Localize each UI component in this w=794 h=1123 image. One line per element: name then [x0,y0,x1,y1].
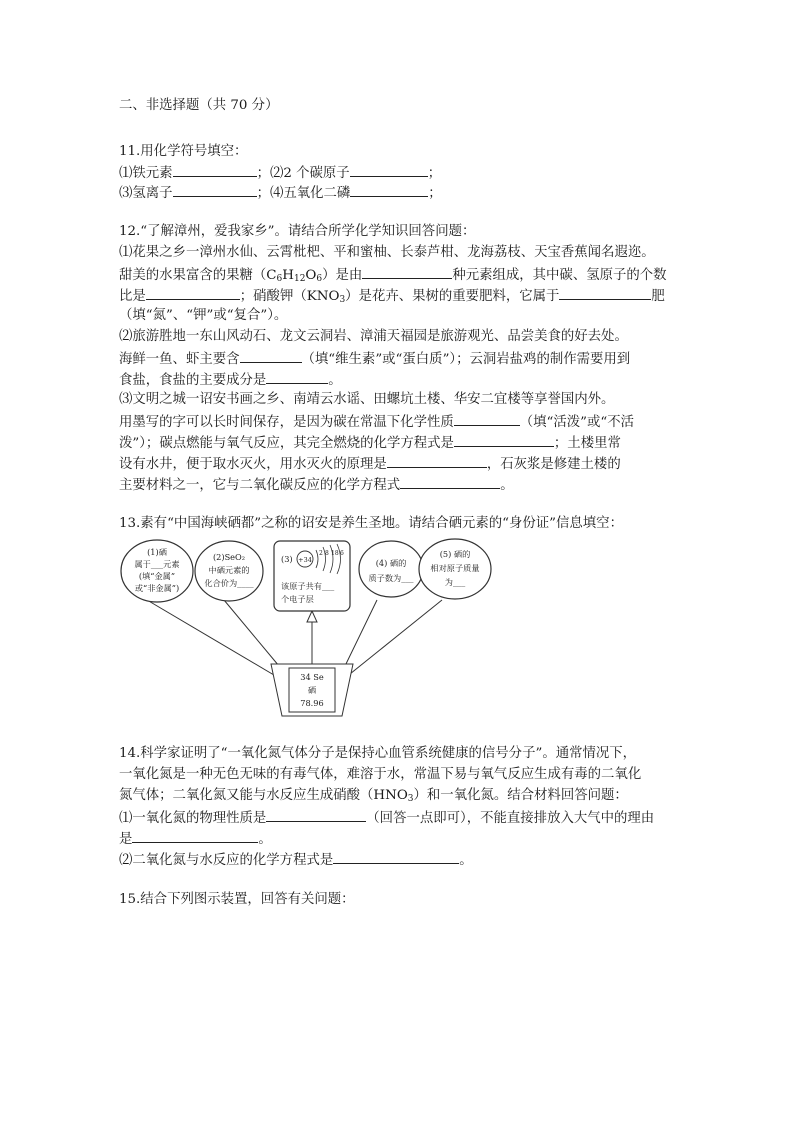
shell-3-electrons: 18 [331,550,339,557]
text: 食盐，食盐的主要成分是 [119,373,267,388]
answer-blank[interactable] [559,285,651,300]
text: ；土楼里常 [553,436,621,451]
shell-2-electrons: 8 [325,550,329,557]
answer-blank[interactable] [387,453,487,468]
q12-p3-l1: ⑶文明之城一诏安书画之乡、南靖云水谣、田螺坑土楼、华安二宜楼等享誉国内外。 [119,392,615,407]
box2-line-1: (2)SeO₂ [212,552,246,562]
text: 海鲜一鱼、虾主要含 [119,352,240,367]
q11-line-2 [119,182,442,202]
answer-blank[interactable] [146,285,240,300]
text: H [282,268,294,283]
text: 比是 [119,289,146,304]
q12-p3-l4 [119,453,621,473]
q12-p3-l5 [119,474,514,494]
text: 。 [328,373,342,388]
subscript: 6 [276,274,283,284]
text: ）和一氧化氮。结合材料回答问题： [413,788,628,803]
text: 用墨写的字可以长时间保存，是因为碳在常温下化学性质 [119,415,454,430]
box3-label: (3) [281,554,293,564]
answer-blank[interactable] [350,182,428,197]
answer-blank[interactable] [362,264,452,279]
box5-line-2: 相对原子质量 [430,563,480,573]
subscript: 3 [407,794,414,804]
answer-blank[interactable] [333,849,459,864]
q12-p1-l2 [119,264,667,284]
text: ，石灰浆是修建土楼的 [486,457,621,472]
info-circle-4 [359,541,423,597]
q12-p3-l3 [119,432,621,452]
shell-1-electrons: 2 [319,550,323,557]
box1-line-2: 属于___元素 [134,559,180,569]
text: 。 [500,478,514,493]
q13-stem: 13.素有“中国海峡硒都”之称的诏安是养生圣地。请结合硒元素的“身份证”信息填空： [119,516,623,531]
q11-stem: 11.用化学符号填空： [119,144,248,159]
q15-stem: 15.结合下列图示装置，回答有关问题： [119,892,355,907]
q11-item-2: ⑵2 个碳原子 [269,166,350,181]
box2-line-2: 中硒元素的 [208,565,250,575]
separator: ； [256,166,270,181]
q11-item-3: ⑶氢离子 [119,186,173,201]
box4-line-2: 质子数为___ [368,573,414,583]
section-title: 二、非选择题（共 70 分） [119,98,279,113]
text: 肥 [651,289,665,304]
subscript: 12 [293,274,306,284]
text: 泼”）；碳点燃能与氧气反应，其完全燃烧的化学方程式是 [119,436,454,451]
q12-stem: 12.“了解漳州，爱我家乡”。请结合所学化学知识回答问题： [119,224,476,239]
q12-p2-l1: ⑵旅游胜地一东山风动石、龙文云洞岩、漳浦天福园是旅游观光、品尝美食的好去处。 [119,329,628,344]
connector-line [224,600,279,666]
connector-line [147,600,279,678]
text: （回答一点即可），不能直接排放入大气中的理由 [366,811,655,826]
nucleus-charge: +34 [298,556,312,564]
answer-blank[interactable] [240,348,302,363]
q12-p2-l2 [119,348,630,368]
text: ）是花卉、果树的重要肥料，它属于 [345,289,560,304]
q11-line-1 [119,162,441,182]
q12-p2-l3 [119,369,342,389]
box3-line-3: 个电子层 [281,594,314,604]
q14-l6 [119,849,473,869]
text: 。 [258,832,272,847]
box3-line-2: 该原子共有___ [281,581,335,591]
q11-item-4: ⑷五氧化二磷 [269,186,351,201]
subscript: 6 [316,274,323,284]
q14-l1: 14.科学家证明了“一氧化氮气体分子是保持心血管系统健康的信号分子”。通常情况下， [119,746,637,761]
answer-blank[interactable] [173,182,257,197]
q14-l5 [119,828,272,848]
text: （填“活泼”或“不活 [519,415,635,430]
text: ⑵二氧化氮与水反应的化学方程式是 [119,853,334,868]
element-number-symbol: 34 Se [300,672,324,682]
answer-blank[interactable] [266,807,366,822]
selenium-diagram [119,538,480,718]
q14-l4 [119,807,654,827]
box1-line-1: (1)硒 [147,547,167,557]
box2-line-3: 化合价为____ [204,578,254,588]
q12-p3-l2 [119,411,634,431]
answer-blank[interactable] [400,474,500,489]
text: O [305,268,317,283]
q14-l3 [119,786,628,806]
selenium-id-card-figure [119,538,480,718]
separator: ； [256,186,270,201]
box5-line-3: 为___ [444,577,466,587]
subscript: 3 [339,295,346,305]
arrow-head-icon [307,611,317,622]
q11-item-1: ⑴铁元素 [119,166,173,181]
q12-p1-l3 [119,285,665,305]
separator: ； [428,186,442,201]
shell-4-electrons: 6 [340,550,344,557]
q12-p1-l4: （填“氮”、“钾”或“复合”）。 [119,308,288,323]
text: 种元素组成，其中碳、氢原子的个数 [452,268,667,283]
element-name: 硒 [307,685,317,695]
answer-blank[interactable] [454,411,520,426]
answer-blank[interactable] [173,162,257,177]
connector-line [345,600,442,678]
text: 氮气体；二氧化氮又能与水反应生成硝酸（HNO [119,788,408,803]
q14-l2: 一氧化氮是一种无色无味的有毒气体，难溶于水，常温下易与氧气反应生成有毒的二氧化 [119,767,642,782]
text: 。 [459,853,473,868]
text: 甜美的水果富含的果糖（C [119,268,277,283]
separator: ； [427,166,442,181]
box1-line-4: 或“非金属”) [134,583,180,593]
text: ；硝酸钾（KNO [239,289,340,304]
text: 设有水井，便于取水灭火，用水灭火的原理是 [119,457,387,472]
text: （填“维生素”或“蛋白质”）；云洞岩盐鸡的制作需要用到 [301,352,631,367]
text: ）是由 [322,268,363,283]
answer-blank[interactable] [266,369,328,384]
answer-blank[interactable] [454,432,554,447]
text: 是 [119,832,133,847]
text: ⑴一氧化氮的物理性质是 [119,811,267,826]
box1-line-3: (填“金属” [138,571,176,581]
box5-line-1: (5) 硒的 [439,549,471,559]
box4-line-1: (4) 硒的 [375,558,407,568]
answer-blank[interactable] [350,162,428,177]
q12-p1-l1: ⑴花果之乡一漳州水仙、云霄枇杷、平和蜜柚、长泰芦柑、龙海荔枝、天宝香蕉闻名遐迩。 [119,245,655,260]
element-mass: 78.96 [300,698,324,708]
text: 主要材料之一，它与二氧化碳反应的化学方程式 [119,478,401,493]
answer-blank[interactable] [132,828,258,843]
